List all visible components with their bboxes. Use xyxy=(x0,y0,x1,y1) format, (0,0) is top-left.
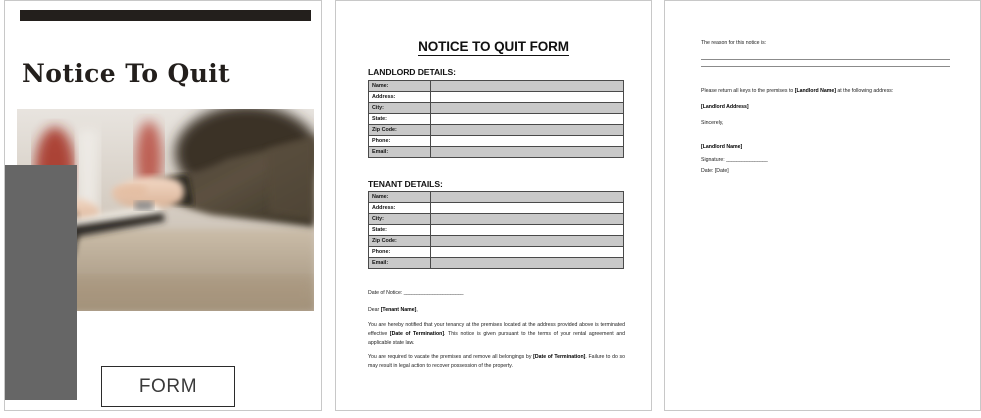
field-value[interactable] xyxy=(431,103,624,114)
field-value[interactable] xyxy=(431,147,624,158)
field-label: City: xyxy=(369,214,431,225)
return-keys-suffix: at the following address: xyxy=(835,88,894,94)
form-page-title xyxy=(336,39,651,54)
field-value[interactable] xyxy=(431,225,624,236)
field-label: Phone: xyxy=(369,136,431,147)
vacate-date-placeholder[interactable]: [Date of Termination] xyxy=(533,354,586,360)
field-label: Zip Code: xyxy=(369,236,431,247)
table-row[interactable] xyxy=(369,92,624,103)
return-keys-paragraph xyxy=(701,87,950,96)
date-of-notice-line[interactable] xyxy=(368,289,625,298)
termination-paragraph xyxy=(368,321,625,348)
field-label: Phone: xyxy=(369,247,431,258)
field-label: Email: xyxy=(369,147,431,158)
date-of-notice-label: Date of Notice: xyxy=(368,290,404,296)
reason-rule-2[interactable] xyxy=(701,66,950,67)
table-row[interactable] xyxy=(369,125,624,136)
reason-write-in-line-2[interactable] xyxy=(701,66,950,67)
field-label: State: xyxy=(369,114,431,125)
table-row[interactable] xyxy=(369,81,624,92)
reason-write-in-line-1[interactable] xyxy=(701,59,950,60)
reason-rule-1[interactable] xyxy=(701,59,950,60)
landlord-address-text: [Landlord Address] xyxy=(701,104,749,110)
field-label: State: xyxy=(369,225,431,236)
cover-title: Notice To Quit xyxy=(22,59,231,88)
signature-line[interactable] xyxy=(701,156,950,165)
field-value[interactable] xyxy=(431,192,624,203)
table-row[interactable] xyxy=(369,258,624,269)
field-label: Name: xyxy=(369,81,431,92)
tenant-details-heading: TENANT DETAILS: xyxy=(368,179,443,189)
vacate-paragraph-part-c: . Failure to do so may result in legal action to recover possession of the property. xyxy=(368,354,626,370)
date-of-notice-rule[interactable]: _______________________ xyxy=(403,290,464,296)
table-row[interactable] xyxy=(369,225,624,236)
field-label: Zip Code: xyxy=(369,125,431,136)
field-value[interactable] xyxy=(431,258,624,269)
salutation-tenant-placeholder[interactable]: [Tenant Name] xyxy=(380,307,417,313)
termination-date-placeholder[interactable]: [Date of Termination] xyxy=(389,331,445,338)
sincerely-line: Sincerely, xyxy=(701,120,724,126)
field-value[interactable] xyxy=(431,136,624,147)
salutation-prefix: Dear xyxy=(368,307,381,313)
date-line[interactable] xyxy=(701,167,950,176)
salutation-line xyxy=(368,306,625,315)
salutation-suffix: , xyxy=(416,307,418,313)
field-label: Name: xyxy=(369,192,431,203)
cover-gray-accent-overlay xyxy=(5,165,77,312)
reason-label: The reason for this notice is: xyxy=(701,40,767,46)
tenant-details-table[interactable] xyxy=(368,191,624,269)
landlord-details-heading: LANDLORD DETAILS: xyxy=(368,67,456,77)
field-label: City: xyxy=(369,103,431,114)
field-label: Address: xyxy=(369,92,431,103)
field-label: Address: xyxy=(369,203,431,214)
landlord-address-placeholder[interactable] xyxy=(701,103,950,112)
field-value[interactable] xyxy=(431,92,624,103)
form-page-title-text: NOTICE TO QUIT FORM xyxy=(418,39,569,54)
return-keys-landlord-placeholder[interactable]: [Landlord Name] xyxy=(794,88,836,94)
landlord-name-text: [Landlord Name] xyxy=(701,144,743,150)
table-row[interactable] xyxy=(369,192,624,203)
field-value[interactable] xyxy=(431,81,624,92)
field-label: Email: xyxy=(369,258,431,269)
termination-paragraph-part-c: . This notice is given pursuant to the terms of your rental agreement and applicable state law. xyxy=(368,331,626,347)
table-row[interactable] xyxy=(369,203,624,214)
field-value[interactable] xyxy=(431,125,624,136)
form-page[interactable] xyxy=(335,0,652,411)
table-row[interactable] xyxy=(369,114,624,125)
landlord-details-table[interactable] xyxy=(368,80,624,158)
table-row[interactable] xyxy=(369,247,624,258)
cover-top-bar xyxy=(20,10,311,21)
cover-page[interactable] xyxy=(4,0,322,411)
cover-form-badge[interactable]: FORM xyxy=(101,366,235,407)
date-placeholder[interactable]: [Date] xyxy=(714,168,729,174)
signature-label: Signature: xyxy=(701,157,727,163)
termination-paragraph-part-a: You are hereby notified that your tenancy at the premises located at the address provided above is terminated effective xyxy=(368,322,625,338)
field-value[interactable] xyxy=(431,203,624,214)
table-row[interactable] xyxy=(369,214,624,225)
landlord-name-placeholder[interactable] xyxy=(701,143,950,152)
table-row[interactable] xyxy=(369,136,624,147)
field-value[interactable] xyxy=(431,114,624,125)
signature-rule[interactable]: ________________ xyxy=(726,157,768,163)
vacate-paragraph xyxy=(368,353,625,371)
date-label: Date: xyxy=(701,168,715,174)
table-row[interactable] xyxy=(369,103,624,114)
vacate-paragraph-part-a: You are required to vacate the premises and remove all belongings by xyxy=(368,354,534,360)
return-keys-prefix: Please return all keys to the premises to xyxy=(701,88,795,94)
field-value[interactable] xyxy=(431,214,624,225)
closing-page[interactable] xyxy=(664,0,981,411)
table-row[interactable] xyxy=(369,147,624,158)
field-value[interactable] xyxy=(431,247,624,258)
table-row[interactable] xyxy=(369,236,624,247)
field-value[interactable] xyxy=(431,236,624,247)
